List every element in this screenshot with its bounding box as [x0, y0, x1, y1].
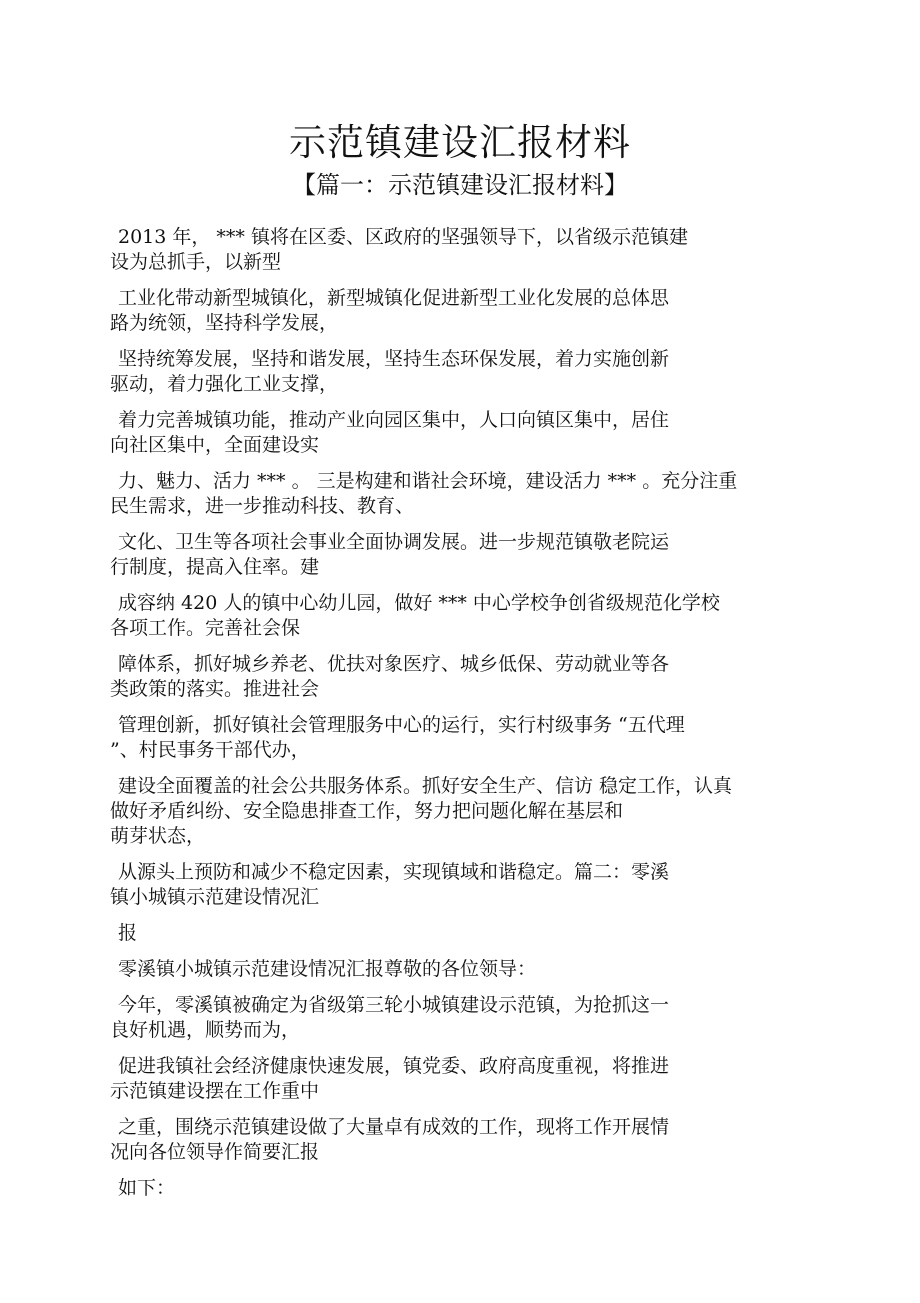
paragraph	[110, 957, 820, 982]
paragraph-line: 驱动，着力强化工业支撑，	[110, 373, 339, 395]
document-title: 示范镇建设汇报材料	[289, 121, 631, 164]
paragraph-line: 行制度，提高入住率。建	[110, 556, 320, 578]
paragraph-line: 2013 年， *** 镇将在区委、区政府的坚强领导下，以省级示范镇建	[118, 226, 688, 248]
paragraph	[110, 774, 820, 849]
paragraph	[110, 652, 820, 702]
paragraph-line: 着力完善城镇功能，推动产业向园区集中，人口向镇区集中，居住	[118, 409, 670, 431]
paragraph	[110, 225, 820, 275]
document-subtitle: 【篇一：示范镇建设汇报材料】	[292, 171, 628, 199]
paragraph-line: 各项工作。完善社会保	[110, 617, 301, 639]
paragraph-line: 向社区集中，全面建设实	[110, 434, 320, 456]
paragraph-line: 障体系，抓好城乡养老、优扶对象医疗、城乡低保、劳动就业等各	[118, 653, 670, 675]
paragraph-line: 力、魅力、活力 *** 。 三是构建和谐社会环境，建设活力 *** 。充分注重	[118, 470, 738, 492]
document-body	[110, 225, 820, 1212]
paragraph-line: 民生需求，进一步推动科技、教育、	[110, 495, 415, 517]
paragraph-line: 镇小城镇示范建设情况汇	[110, 886, 320, 908]
paragraph-line: 如下：	[118, 1177, 176, 1199]
paragraph-line: 促进我镇社会经济健康快速发展，镇党委、政府高度重视，将推进	[118, 1055, 670, 1077]
paragraph-line: 成容纳 420 人的镇中心幼儿园，做好 *** 中心学校争创省级规范化学校	[118, 592, 720, 614]
paragraph-line: 从源头上预防和减少不稳定因素，实现镇域和谐稳定。篇二：零溪	[118, 861, 670, 883]
paragraph-line: 建设全面覆盖的社会公共服务体系。抓好安全生产、信访 稳定工作，认真	[118, 775, 733, 797]
paragraph-line: 路为统领，坚持科学发展，	[110, 312, 339, 334]
paragraph	[110, 1176, 820, 1201]
paragraph-line: 良好机遇，顺势而为，	[110, 1019, 301, 1041]
paragraph-line: 管理创新，抓好镇社会管理服务中心的运行，实行村级事务 “五代理	[118, 714, 685, 736]
paragraph	[110, 860, 820, 910]
paragraph	[110, 286, 820, 336]
paragraph	[110, 1115, 820, 1165]
paragraph	[110, 1054, 820, 1104]
paragraph-line: 萌芽状态，	[110, 825, 206, 847]
paragraph	[110, 921, 820, 946]
paragraph	[110, 530, 820, 580]
paragraph-line: 报	[118, 922, 138, 944]
paragraph-line: 做好矛盾纠纷、安全隐患排查工作，努力把问题化解在基层和	[110, 800, 624, 822]
paragraph-line: 设为总抓手，以新型	[110, 251, 282, 273]
paragraph	[110, 408, 820, 458]
paragraph-line: ”、村民事务干部代办，	[110, 739, 310, 761]
paragraph	[110, 713, 820, 763]
paragraph-line: 工业化带动新型城镇化，新型城镇化促进新型工业化发展的总体思	[118, 287, 670, 309]
paragraph-line: 示范镇建设摆在工作重中	[110, 1080, 320, 1102]
paragraph	[110, 993, 820, 1043]
paragraph-line: 之重，围绕示范镇建设做了大量卓有成效的工作，现将工作开展情	[118, 1116, 670, 1138]
paragraph-line: 零溪镇小城镇示范建设情况汇报尊敬的各位领导：	[118, 958, 537, 980]
paragraph-line: 类政策的落实。推进社会	[110, 678, 320, 700]
paragraph-line: 今年，零溪镇被确定为省级第三轮小城镇建设示范镇，为抢抓这一	[118, 994, 670, 1016]
paragraph-line: 文化、卫生等各项社会事业全面协调发展。进一步规范镇敬老院运	[118, 531, 670, 553]
paragraph-line: 况向各位领导作简要汇报	[110, 1141, 320, 1163]
paragraph	[110, 347, 820, 397]
paragraph	[110, 591, 820, 641]
paragraph	[110, 469, 820, 519]
paragraph-line: 坚持统筹发展，坚持和谐发展，坚持生态环保发展，着力实施创新	[118, 348, 670, 370]
